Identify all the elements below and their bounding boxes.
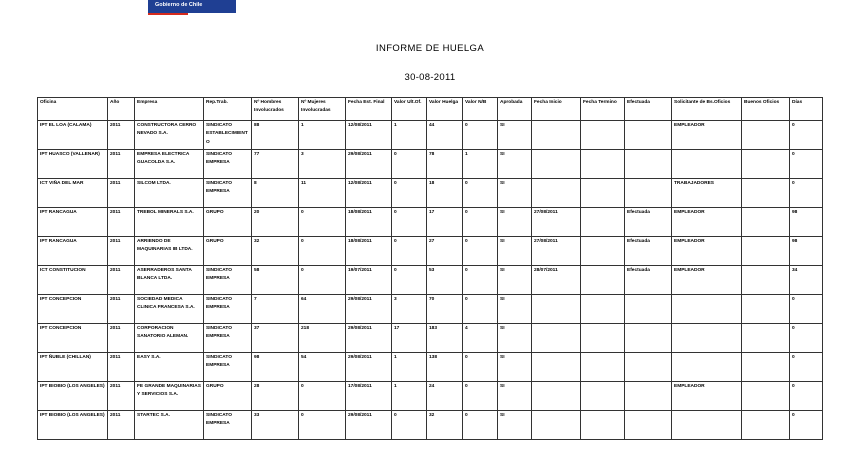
col-fecha-est-final-cell: 29/08/2011 xyxy=(346,324,392,353)
col-dias-cell: 0 xyxy=(790,411,823,440)
col-fecha-termino-cell xyxy=(581,295,625,324)
col-mujeres-cell: 11 xyxy=(299,179,346,208)
col-efectuada-cell xyxy=(625,179,672,208)
col-mujeres-cell: 0 xyxy=(299,411,346,440)
col-solicitante-cell: EMPLEADOR xyxy=(672,382,742,411)
col-valor-huelga-cell: 24 xyxy=(427,382,463,411)
col-buenos-oficios-cell xyxy=(742,411,790,440)
col-empresa-cell: FE GRANDE MAQUINARIAS Y SERVICIOS S.A. xyxy=(135,382,204,411)
col-fecha-termino-cell xyxy=(581,150,625,179)
col-aprobada-cell: SI xyxy=(498,295,532,324)
table-body xyxy=(38,121,823,440)
col-mujeres-cell: 64 xyxy=(299,295,346,324)
col-rep-trab-cell: SINDICATO ESTABLECIMIENTO xyxy=(204,121,252,150)
col-hombres-cell: 37 xyxy=(252,324,299,353)
col-oficina-cell: ICT CONSTITUCION xyxy=(38,266,108,295)
logo-text: Gobierno de Chile xyxy=(155,2,203,8)
col-hombres-cell: 58 xyxy=(252,266,299,295)
col-hombres-cell: 32 xyxy=(252,237,299,266)
col-rep-trab-cell: GRUPO xyxy=(204,382,252,411)
col-aprobada-cell: SI xyxy=(498,237,532,266)
col-valor-nb-cell: 0 xyxy=(463,382,498,411)
col-valor-nb-cell: 4 xyxy=(463,324,498,353)
col-fecha-inicio-cell xyxy=(532,295,581,324)
col-efectuada-cell xyxy=(625,121,672,150)
col-fecha-est-final-cell: 29/08/2011 xyxy=(346,295,392,324)
col-oficina-cell: IPT ÑUBLE (CHILLAN) xyxy=(38,353,108,382)
col-efectuada-cell: Efectuada xyxy=(625,237,672,266)
col-oficina-cell: IPT CONCEPCION xyxy=(38,295,108,324)
col-rep-trab-cell: SINDICATO EMPRESA xyxy=(204,411,252,440)
col-dias-cell: 0 xyxy=(790,121,823,150)
col-valor-huelga-header: Valor Huelga xyxy=(427,98,463,121)
col-fecha-inicio-cell xyxy=(532,353,581,382)
col-solicitante-cell xyxy=(672,411,742,440)
col-valor-ult-of-cell: 0 xyxy=(392,179,427,208)
col-efectuada-cell xyxy=(625,150,672,179)
table-row xyxy=(38,382,823,411)
col-fecha-inicio-cell xyxy=(532,324,581,353)
col-fecha-est-final-cell: 29/08/2011 xyxy=(346,411,392,440)
col-fecha-est-final-cell: 12/08/2011 xyxy=(346,179,392,208)
strike-report-table xyxy=(37,97,823,440)
table-row xyxy=(38,353,823,382)
col-fecha-termino-cell xyxy=(581,266,625,295)
col-buenos-oficios-cell xyxy=(742,150,790,179)
col-ano-cell: 2011 xyxy=(108,179,135,208)
col-fecha-est-final-cell: 12/08/2011 xyxy=(346,121,392,150)
col-valor-ult-of-cell: 0 xyxy=(392,266,427,295)
col-oficina-cell: IPT RANCAGUA xyxy=(38,237,108,266)
col-fecha-inicio-cell xyxy=(532,121,581,150)
col-efectuada-cell xyxy=(625,411,672,440)
col-rep-trab-cell: GRUPO xyxy=(204,237,252,266)
col-fecha-est-final-cell: 19/07/2011 xyxy=(346,266,392,295)
col-ano-cell: 2011 xyxy=(108,121,135,150)
col-fecha-termino-cell xyxy=(581,411,625,440)
col-hombres-cell: 88 xyxy=(252,121,299,150)
col-efectuada-cell xyxy=(625,295,672,324)
col-solicitante-cell xyxy=(672,324,742,353)
col-rep-trab-cell: SINDICATO EMPRESA xyxy=(204,353,252,382)
col-empresa-cell: EASY S.A. xyxy=(135,353,204,382)
col-mujeres-cell: 0 xyxy=(299,208,346,237)
col-oficina-cell: IPT HUASCO (VALLENAR) xyxy=(38,150,108,179)
col-dias-cell: 0 xyxy=(790,179,823,208)
col-valor-nb-cell: 0 xyxy=(463,121,498,150)
col-rep-trab-cell: SINDICATO EMPRESA xyxy=(204,295,252,324)
col-dias-cell: 0 xyxy=(790,295,823,324)
col-aprobada-cell: SI xyxy=(498,353,532,382)
col-valor-huelga-cell: 53 xyxy=(427,266,463,295)
col-ano-cell: 2011 xyxy=(108,266,135,295)
col-dias-cell: 98 xyxy=(790,208,823,237)
col-solicitante-cell xyxy=(672,295,742,324)
col-dias-cell: 98 xyxy=(790,237,823,266)
table-row xyxy=(38,121,823,150)
col-oficina-header: Oficina xyxy=(38,98,108,121)
col-solicitante-cell: EMPLEADOR xyxy=(672,237,742,266)
col-mujeres-cell: 54 xyxy=(299,353,346,382)
government-logo xyxy=(148,0,236,14)
col-fecha-termino-cell xyxy=(581,179,625,208)
col-aprobada-header: Aprobada xyxy=(498,98,532,121)
table-row xyxy=(38,150,823,179)
col-efectuada-header: Efectuada xyxy=(625,98,672,121)
col-empresa-cell: CONSTRUCTORA CERRO NEVADO S.A. xyxy=(135,121,204,150)
col-rep-trab-cell: SINDICATO EMPRESA xyxy=(204,150,252,179)
col-fecha-est-final-header: Fecha Est. Final xyxy=(346,98,392,121)
col-mujeres-cell: 1 xyxy=(299,121,346,150)
col-empresa-cell: STARTEC S.A. xyxy=(135,411,204,440)
col-hombres-cell: 20 xyxy=(252,208,299,237)
col-valor-nb-cell: 0 xyxy=(463,266,498,295)
col-fecha-termino-header: Fecha Termino xyxy=(581,98,625,121)
col-empresa-cell: EMPRESA ELECTRICA GUACOLDA S.A. xyxy=(135,150,204,179)
col-mujeres-cell: 218 xyxy=(299,324,346,353)
col-valor-nb-cell: 0 xyxy=(463,208,498,237)
col-ano-cell: 2011 xyxy=(108,295,135,324)
col-mujeres-cell: 0 xyxy=(299,266,346,295)
col-valor-huelga-cell: 18 xyxy=(427,179,463,208)
col-solicitante-cell: EMPLEADOR xyxy=(672,121,742,150)
col-solicitante-header: Solicitante de Bs.Oficios xyxy=(672,98,742,121)
col-rep-trab-cell: SINDICATO EMPRESA xyxy=(204,324,252,353)
col-solicitante-cell: EMPLEADOR xyxy=(672,266,742,295)
col-valor-huelga-cell: 17 xyxy=(427,208,463,237)
col-buenos-oficios-header: Buenos Oficios xyxy=(742,98,790,121)
col-empresa-cell: SILCOM LTDA. xyxy=(135,179,204,208)
col-valor-ult-of-cell: 3 xyxy=(392,295,427,324)
table-row xyxy=(38,266,823,295)
col-valor-nb-header: Valor N/B xyxy=(463,98,498,121)
col-rep-trab-header: Rep.Trab. xyxy=(204,98,252,121)
col-fecha-est-final-cell: 18/08/2011 xyxy=(346,237,392,266)
col-buenos-oficios-cell xyxy=(742,266,790,295)
col-fecha-termino-cell xyxy=(581,237,625,266)
col-hombres-cell: 77 xyxy=(252,150,299,179)
col-valor-ult-of-cell: 1 xyxy=(392,382,427,411)
col-dias-cell: 0 xyxy=(790,382,823,411)
col-fecha-est-final-cell: 18/08/2011 xyxy=(346,208,392,237)
col-hombres-cell: 33 xyxy=(252,411,299,440)
col-oficina-cell: IPT CONCEPCION xyxy=(38,324,108,353)
col-hombres-cell: 7 xyxy=(252,295,299,324)
report-date: 30-08-2011 xyxy=(404,72,456,83)
col-fecha-inicio-cell: 27/08/2011 xyxy=(532,237,581,266)
col-rep-trab-cell: GRUPO xyxy=(204,208,252,237)
col-fecha-est-final-cell: 29/08/2011 xyxy=(346,353,392,382)
col-fecha-termino-cell xyxy=(581,324,625,353)
col-hombres-cell: 8 xyxy=(252,179,299,208)
col-fecha-inicio-cell xyxy=(532,150,581,179)
col-ano-cell: 2011 xyxy=(108,150,135,179)
col-oficina-cell: ICT VIÑA DEL MAR xyxy=(38,179,108,208)
col-buenos-oficios-cell xyxy=(742,237,790,266)
col-oficina-cell: IPT EL LOA (CALAMA) xyxy=(38,121,108,150)
col-fecha-inicio-cell xyxy=(532,179,581,208)
table-row xyxy=(38,179,823,208)
col-fecha-est-final-cell: 29/08/2011 xyxy=(346,150,392,179)
col-ano-cell: 2011 xyxy=(108,411,135,440)
col-valor-huelga-cell: 32 xyxy=(427,411,463,440)
col-aprobada-cell: SI xyxy=(498,121,532,150)
table-row xyxy=(38,295,823,324)
col-buenos-oficios-cell xyxy=(742,324,790,353)
col-valor-nb-cell: 0 xyxy=(463,237,498,266)
col-mujeres-cell: 3 xyxy=(299,150,346,179)
col-fecha-est-final-cell: 17/08/2011 xyxy=(346,382,392,411)
col-buenos-oficios-cell xyxy=(742,179,790,208)
col-aprobada-cell: SI xyxy=(498,382,532,411)
col-valor-ult-of-cell: 17 xyxy=(392,324,427,353)
col-efectuada-cell: Efectuada xyxy=(625,266,672,295)
col-valor-ult-of-cell: 0 xyxy=(392,237,427,266)
table-row xyxy=(38,411,823,440)
col-dias-cell: 0 xyxy=(790,324,823,353)
col-oficina-cell: IPT RANCAGUA xyxy=(38,208,108,237)
col-aprobada-cell: SI xyxy=(498,179,532,208)
col-solicitante-cell: TRABAJADORES xyxy=(672,179,742,208)
col-valor-nb-cell: 0 xyxy=(463,179,498,208)
col-ano-header: Año xyxy=(108,98,135,121)
col-empresa-cell: TREBOL MINERALS S.A. xyxy=(135,208,204,237)
report-title: INFORME DE HUELGA xyxy=(375,43,485,54)
col-aprobada-cell: SI xyxy=(498,150,532,179)
col-empresa-cell: SOCIEDAD MEDICA CLINICA FRANCESA S.A. xyxy=(135,295,204,324)
col-efectuada-cell xyxy=(625,324,672,353)
col-buenos-oficios-cell xyxy=(742,353,790,382)
col-valor-ult-of-cell: 0 xyxy=(392,150,427,179)
col-fecha-termino-cell xyxy=(581,353,625,382)
col-valor-huelga-cell: 78 xyxy=(427,150,463,179)
col-buenos-oficios-cell xyxy=(742,382,790,411)
col-oficina-cell: IPT BIOBIO (LOS ANGELES) xyxy=(38,382,108,411)
col-fecha-inicio-cell xyxy=(532,411,581,440)
col-solicitante-cell xyxy=(672,353,742,382)
col-efectuada-cell xyxy=(625,353,672,382)
col-dias-header: Días xyxy=(790,98,823,121)
col-ano-cell: 2011 xyxy=(108,237,135,266)
col-valor-nb-cell: 0 xyxy=(463,353,498,382)
table-header-row xyxy=(38,98,823,121)
col-aprobada-cell: SI xyxy=(498,266,532,295)
col-valor-ult-of-cell: 1 xyxy=(392,353,427,382)
col-efectuada-cell: Efectuada xyxy=(625,208,672,237)
col-mujeres-cell: 0 xyxy=(299,382,346,411)
col-valor-huelga-cell: 27 xyxy=(427,237,463,266)
col-oficina-cell: IPT BIOBIO (LOS ANGELES) xyxy=(38,411,108,440)
col-buenos-oficios-cell xyxy=(742,208,790,237)
table-row xyxy=(38,208,823,237)
col-empresa-header: Empresa xyxy=(135,98,204,121)
col-fecha-inicio-cell: 27/08/2011 xyxy=(532,208,581,237)
col-valor-ult-of-cell: 0 xyxy=(392,411,427,440)
logo-red-stripe xyxy=(148,13,188,15)
col-rep-trab-cell: SINDICATO EMPRESA xyxy=(204,179,252,208)
col-efectuada-cell xyxy=(625,382,672,411)
col-dias-cell: 34 xyxy=(790,266,823,295)
col-dias-cell: 0 xyxy=(790,353,823,382)
col-hombres-header: Nº Hombres Involucrados xyxy=(252,98,299,121)
col-valor-ult-of-cell: 0 xyxy=(392,208,427,237)
col-valor-nb-cell: 0 xyxy=(463,295,498,324)
col-fecha-inicio-cell: 28/07/2011 xyxy=(532,266,581,295)
col-empresa-cell: ARRIENDO DE MAQUINARIAS IB LTDA. xyxy=(135,237,204,266)
col-valor-ult-of-cell: 1 xyxy=(392,121,427,150)
col-solicitante-cell: EMPLEADOR xyxy=(672,208,742,237)
col-solicitante-cell xyxy=(672,150,742,179)
col-ano-cell: 2011 xyxy=(108,353,135,382)
col-ano-cell: 2011 xyxy=(108,324,135,353)
col-ano-cell: 2011 xyxy=(108,382,135,411)
table-row xyxy=(38,237,823,266)
col-valor-huelga-cell: 70 xyxy=(427,295,463,324)
col-aprobada-cell: SI xyxy=(498,324,532,353)
col-fecha-termino-cell xyxy=(581,208,625,237)
col-valor-nb-cell: 0 xyxy=(463,411,498,440)
col-fecha-inicio-cell xyxy=(532,382,581,411)
col-dias-cell: 0 xyxy=(790,150,823,179)
col-buenos-oficios-cell xyxy=(742,295,790,324)
col-valor-huelga-cell: 138 xyxy=(427,353,463,382)
col-empresa-cell: CORPORACION SANATORIO ALEMAN. xyxy=(135,324,204,353)
col-mujeres-cell: 0 xyxy=(299,237,346,266)
col-empresa-cell: ASERRADEROS SANTA BLANCA LTDA. xyxy=(135,266,204,295)
col-valor-huelga-cell: 44 xyxy=(427,121,463,150)
col-ano-cell: 2011 xyxy=(108,208,135,237)
col-valor-nb-cell: 1 xyxy=(463,150,498,179)
col-rep-trab-cell: SINDICATO EMPRESA xyxy=(204,266,252,295)
table-row xyxy=(38,324,823,353)
col-aprobada-cell: SI xyxy=(498,411,532,440)
col-fecha-termino-cell xyxy=(581,121,625,150)
col-valor-huelga-cell: 183 xyxy=(427,324,463,353)
col-valor-ult-of-header: Valor Ult.Of. xyxy=(392,98,427,121)
col-mujeres-header: Nº Mujeres Involucradas xyxy=(299,98,346,121)
col-aprobada-cell: SI xyxy=(498,208,532,237)
col-fecha-inicio-header: Fecha Inicio xyxy=(532,98,581,121)
col-fecha-termino-cell xyxy=(581,382,625,411)
col-buenos-oficios-cell xyxy=(742,121,790,150)
col-hombres-cell: 28 xyxy=(252,382,299,411)
col-hombres-cell: 98 xyxy=(252,353,299,382)
